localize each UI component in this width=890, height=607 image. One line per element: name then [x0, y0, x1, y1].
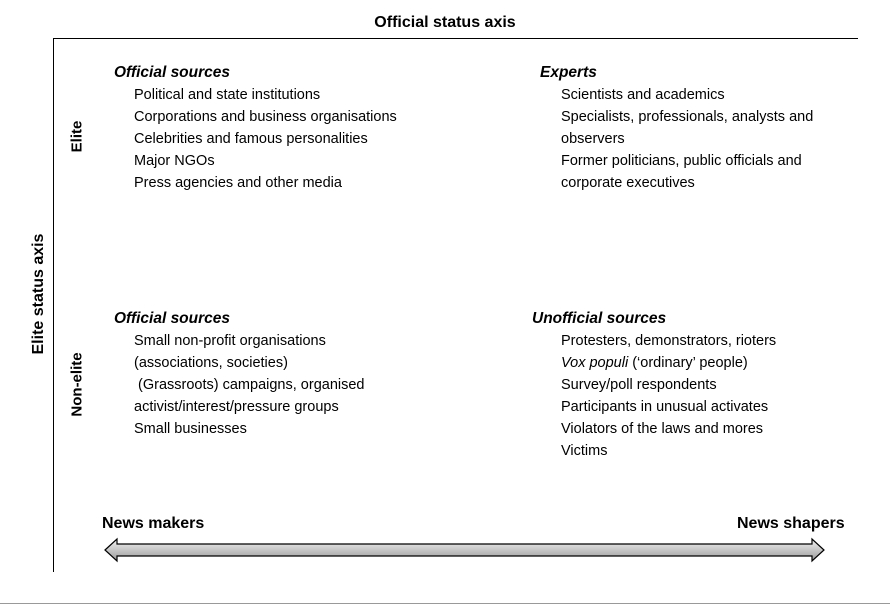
list-item: activist/interest/pressure groups	[134, 399, 339, 415]
list-item: Victims	[561, 443, 608, 459]
list-item: Survey/poll respondents	[561, 377, 717, 393]
list-item: Former politicians, public officials and	[561, 153, 802, 169]
official-status-axis-title: Official status axis	[374, 14, 516, 31]
quadrant-non-elite-unofficial	[532, 308, 852, 462]
quadrant-non-elite-official	[114, 308, 434, 440]
row-label-elite: Elite	[68, 120, 86, 153]
bottom-divider	[0, 603, 890, 604]
list-item: Participants in unusual activates	[561, 399, 769, 415]
list-item: (Grassroots) campaigns, organised	[134, 377, 365, 393]
list-item	[532, 352, 852, 374]
quadrant-heading: Official sources	[114, 310, 231, 327]
double-arrow-icon	[104, 537, 826, 563]
quadrant-elite-official	[114, 62, 474, 194]
news-shapers-label: News shapers	[737, 515, 845, 532]
list-item: Major NGOs	[134, 153, 215, 169]
list-item: Political and state institutions	[134, 87, 321, 103]
news-makers-label: News makers	[102, 515, 205, 532]
vox-populi-gloss: (‘ordinary’ people)	[628, 355, 748, 371]
list-item: Press agencies and other media	[134, 175, 342, 191]
list-item: Scientists and academics	[561, 87, 725, 103]
list-item: Specialists, professionals, analysts and	[561, 109, 814, 125]
row-label-non-elite: Non-elite	[68, 352, 86, 417]
quadrant-elite-experts	[540, 62, 840, 194]
list-item: Small non-profit organisations	[134, 333, 326, 349]
vertical-axis-line	[53, 38, 54, 572]
vox-populi-text: Vox populi	[561, 355, 629, 371]
list-item: Corporations and business organisations	[134, 109, 397, 125]
quadrant-heading: Official sources	[114, 64, 231, 81]
list-item: Small businesses	[134, 421, 247, 437]
horizontal-axis-line	[53, 38, 858, 39]
quadrant-heading: Unofficial sources	[532, 310, 667, 327]
list-item: Celebrities and famous personalities	[134, 131, 368, 147]
list-item: Violators of the laws and mores	[561, 421, 764, 437]
list-item: Protesters, demonstrators, rioters	[561, 333, 777, 349]
list-item: (associations, societies)	[134, 355, 288, 371]
elite-status-axis-title: Elite status axis	[30, 233, 47, 355]
list-item: observers	[561, 131, 625, 147]
quadrant-heading: Experts	[540, 64, 597, 81]
list-item: corporate executives	[561, 175, 695, 191]
